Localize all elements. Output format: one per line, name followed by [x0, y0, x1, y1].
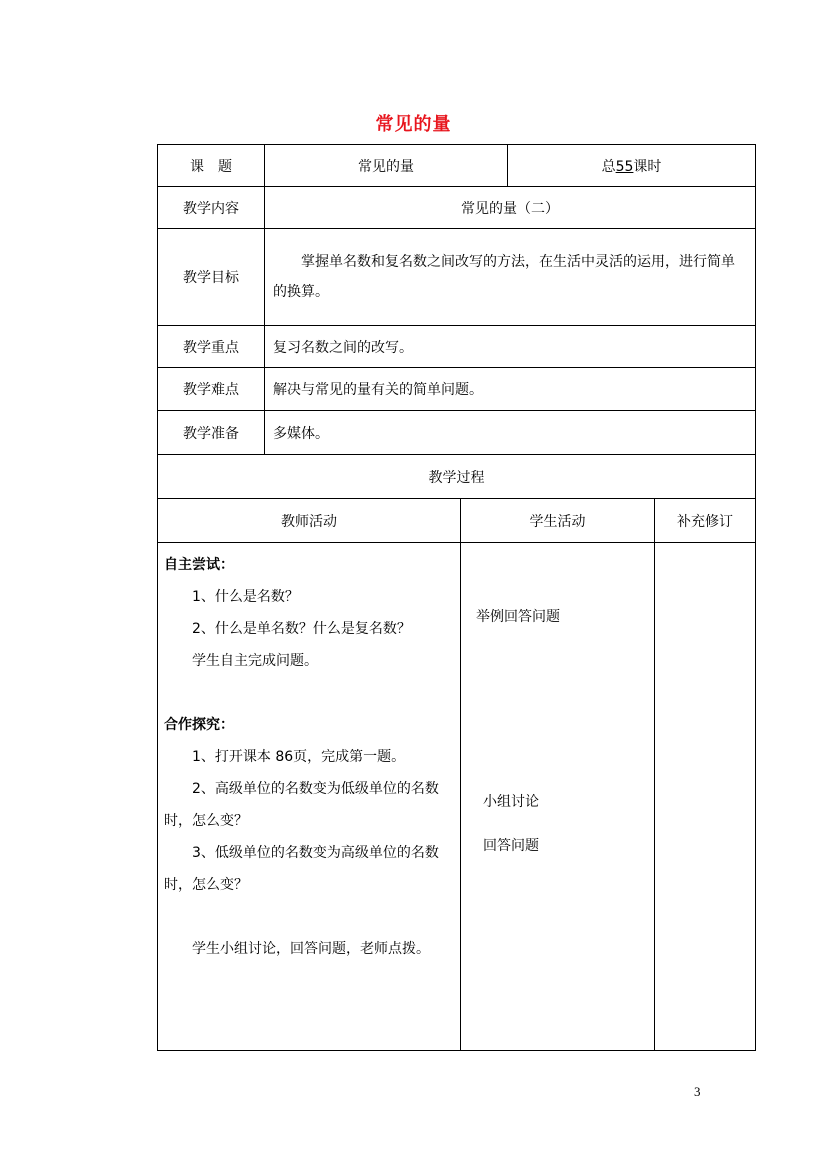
lesson-plan-table: [157, 144, 756, 1051]
row-process-heading: [158, 455, 756, 499]
difficulty-value: 解决与常见的量有关的简单问题。: [265, 368, 756, 411]
task-1: 1、打开课本 86页，完成第一题。: [192, 749, 406, 765]
student-answer-1: 举例回答问题: [476, 609, 560, 625]
key-label: 教学重点: [158, 326, 265, 368]
goal-label: 教学目标: [158, 229, 265, 326]
topic-label: 课 题: [158, 145, 265, 187]
row-process-body: [158, 543, 756, 1051]
row-goal: [158, 229, 756, 326]
student-answer-3: 回答问题: [483, 838, 539, 854]
section-title-cooperate: 合作探究：: [164, 717, 234, 733]
row-difficulty: [158, 368, 756, 411]
key-value: 复习名数之间的改写。: [265, 326, 756, 368]
document-title: 常见的量: [375, 114, 452, 135]
teacher-activity-cell: [158, 543, 461, 1051]
row-process-columns: [158, 499, 756, 543]
prep-value: 多媒体。: [265, 411, 756, 455]
goal-cell: [265, 229, 756, 326]
page-number: 3: [694, 1084, 701, 1099]
section-title-self-try: 自主尝试：: [164, 557, 234, 573]
row-content: [158, 187, 756, 229]
difficulty-label: 教学难点: [158, 368, 265, 411]
topic-value: 常见的量: [265, 145, 508, 187]
content-label: 教学内容: [158, 187, 265, 229]
row-topic: [158, 145, 756, 187]
prep-label: 教学准备: [158, 411, 265, 455]
question-2: 2、什么是单名数？什么是复名数？: [192, 621, 411, 637]
note-1: 学生自主完成问题。: [192, 653, 318, 669]
note-2: 学生小组讨论，回答问题，老师点拨。: [192, 941, 430, 957]
notes-cell: [655, 543, 756, 1051]
total-suffix: 课时: [633, 158, 662, 175]
student-answer-2: 小组讨论: [483, 794, 539, 810]
col-teacher-header: 教师活动: [158, 499, 461, 543]
goal-value: 掌握单名数和复名数之间改写的方法，在生活中灵活的运用，进行简单的换算。: [273, 254, 735, 300]
col-student-header: 学生活动: [461, 499, 655, 543]
content-value: 常见的量（二）: [265, 187, 756, 229]
student-activity-cell: [461, 543, 655, 1051]
row-prep: [158, 411, 756, 455]
total-number: 55: [615, 158, 634, 175]
task-2: 2、高级单位的名数变为低级单位的名数时，怎么变？: [164, 781, 439, 829]
process-heading: 教学过程: [158, 455, 756, 499]
col-notes-header: 补充修订: [655, 499, 756, 543]
question-1: 1、什么是名数？: [192, 589, 299, 605]
row-key: [158, 326, 756, 368]
task-3: 3、低级单位的名数变为高级单位的名数时，怎么变？: [164, 845, 439, 893]
total-prefix: 总: [601, 158, 616, 175]
total-lessons: [508, 145, 756, 187]
